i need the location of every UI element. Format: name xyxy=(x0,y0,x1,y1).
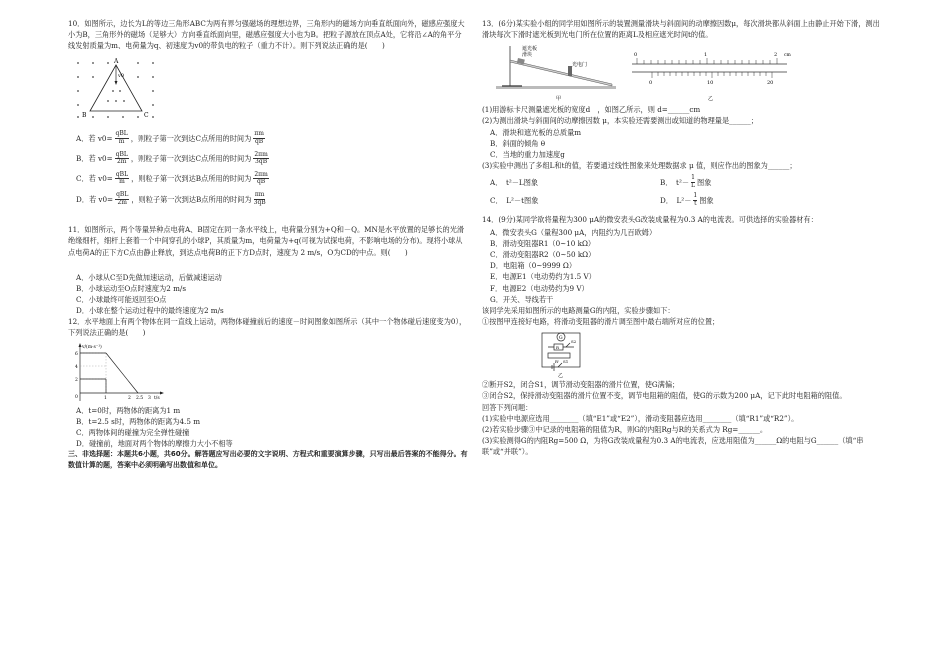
q14-item-a: A．微安表头G（量程300 μA，内阻约为几百欧姆） xyxy=(490,227,657,237)
q12-option-b[interactable]: B．t=2.5 s时，两物体的距离为4.5 m xyxy=(76,416,201,426)
q13-figures xyxy=(482,42,882,104)
svg-text:2.5: 2.5 xyxy=(136,395,144,401)
label-v0: v0 xyxy=(118,73,125,80)
q10-option-d[interactable]: D．若 v0= $\frac{\text{qBL}}{2m}$ ，则粒子第一次到达B点所用的时间为 $\frac{\pi m}{3qB}$ xyxy=(76,191,266,206)
caption-circuit: 乙 xyxy=(558,373,564,380)
label-a: A xyxy=(114,58,119,66)
q11-option-a[interactable]: A．小球从C至D先做加速运动，后做减速运动 xyxy=(76,272,222,282)
svg-text:2: 2 xyxy=(128,395,131,401)
q11-option-c[interactable]: C．小球最终可能返回至O点 xyxy=(76,295,167,304)
q11-stem: 11．如图所示，两个等量异种点电荷A、B固定在同一条水平线上，电荷量分别为+Q和－Q。MN是水平放置的足够长的光滑绝缘细杆，细杆上套着一个中间穿孔的小球P，其质量为m，电荷量为+q(可视为试探电荷，不影响电场的分布)。现将小球从点电荷A的正下方C点由静止释放，到达点电荷B的正下方D点时，速度为 2 m/s，O为CD的中点。则( ) xyxy=(68,225,465,257)
q10-figure xyxy=(68,53,468,125)
circuit-diagram xyxy=(482,327,882,379)
svg-text:0: 0 xyxy=(634,52,638,59)
q14-step-2: ②断开S2，闭合S1，调节滑动变阻器的滑片位置，使G满偏； xyxy=(482,380,680,390)
q14-circuit xyxy=(482,327,882,379)
svg-text:滑块: 滑块 xyxy=(522,52,533,59)
q10-option-c[interactable]: C．若 v0= $\frac{\text{qBL}}{m}$ ，则粒子第一次到达B点所用的时间为 $\frac{2\pi m}{qB}$ xyxy=(76,170,268,186)
q13-graph-option-a[interactable]: A． t²－L图象 xyxy=(490,177,539,187)
q13-item-3: (3)实验中测出了多组L和t的值，若要通过线性图象来处理数据求 μ 值，则应作出的图象为______； xyxy=(482,161,797,171)
graph-xlabel: t/s xyxy=(154,395,160,401)
svg-text:4: 4 xyxy=(75,364,78,370)
svg-text:遮光板: 遮光板 xyxy=(522,46,538,53)
svg-text:G: G xyxy=(559,336,563,342)
q13-option-c[interactable]: C．当地的重力加速度g xyxy=(490,149,565,159)
velocity-time-graph xyxy=(68,341,168,405)
q14-item-c: C．滑动变阻器R2（0~50 kΩ） xyxy=(490,250,596,260)
q13-stem: 13．(6分)某实验小组的同学用如图所示的装置测量滑块与斜面间的动摩擦因数μ，每次滑块都从斜面上由静止开始下滑，测出滑块每次下滑时遮光板到光电门所在位置的距离L及相应遮光时间t的值。 xyxy=(482,19,880,40)
svg-text:1: 1 xyxy=(704,52,708,59)
q12-option-c[interactable]: C．两物体间的碰撞为完全弹性碰撞 xyxy=(76,427,190,437)
left-column xyxy=(68,18,468,471)
q14-item-e: E．电源E1（电动势约为1.5 V） xyxy=(490,272,596,282)
q12-options xyxy=(68,405,468,450)
q13-item-1: (1)用游标卡尺测量遮光板的宽度d ，如图乙所示，则 d=______cm xyxy=(482,105,701,115)
label-b: B xyxy=(82,112,87,120)
q14-question-3: (3)实验测得G的内阻Rg=500 Ω，为将G改装成量程为0.3 A的电流表，应选用阻值为______Ω的电阻与G______（填“串联”或“并联”）。 xyxy=(482,435,864,457)
caption-yi: 乙 xyxy=(708,96,714,103)
q14-equipment-list xyxy=(482,227,882,305)
q14-steps-continued xyxy=(482,379,882,457)
q13-graph-options-row1 xyxy=(490,175,882,189)
q14-stem: 14．(9分)某同学欲将量程为300 μA的微安表头G改装成量程为0.3 A的电流表。可供选择的实验器材有： xyxy=(482,214,818,224)
svg-text:0: 0 xyxy=(75,394,78,400)
caption-jia: 甲 xyxy=(556,96,562,103)
svg-text:10: 10 xyxy=(707,80,714,87)
q11-option-d[interactable]: D．小球在整个运动过程中的最终速度为2 m/s xyxy=(76,306,224,316)
q10-option-a[interactable]: A．若 v0= $\frac{\text{qBL}}{m}$ ，则粒子第一次到达C点所用的时间为 $\frac{\pi m}{qB}$ xyxy=(76,130,264,146)
q13-graph-option-b[interactable]: B． t²－ $\frac{1}{L}$ 图象 xyxy=(660,174,712,189)
q13-option-b[interactable]: B．斜面的倾角 θ xyxy=(490,138,546,148)
q10-stem: 10．如图所示，边长为L的等边三角形ABC为两有界匀强磁场的理想边界，三角形内的磁场方向垂直纸面向外，磁感应强度大小为B，三角形外的磁场（足够大）方向垂直纸面向里，磁感应强度大小也为B。把粒子源放在顶点A处，它将沿∠A的角平分线发射质量为m、电荷量为q、初速度为v0的带负电的粒子（重力不计）。则下列说法正确的是( ) xyxy=(68,19,465,51)
q11-options xyxy=(68,272,468,317)
label-c: C xyxy=(144,112,149,120)
svg-text:0: 0 xyxy=(649,80,653,87)
q12-option-a[interactable]: A．t=0时，两物体的距离为1 m xyxy=(76,405,181,415)
q11-option-b[interactable]: B．小球运动至O点时速度为2 m/s xyxy=(76,283,187,293)
q12-graph xyxy=(68,341,468,405)
q13-option-a[interactable]: A．滑块和遮光板的总质量m xyxy=(490,127,582,137)
q14-step-1: ①按图甲连接好电路，将滑动变阻器的滑片调至图中最右端所对应的位置； xyxy=(482,317,720,327)
svg-text:1: 1 xyxy=(104,395,107,401)
svg-text:cm: cm xyxy=(784,53,791,59)
svg-text:S2: S2 xyxy=(571,339,577,345)
q14-item-b: B．滑动变阻器R1（0~10 kΩ） xyxy=(490,238,596,248)
svg-text:光电门: 光电门 xyxy=(572,62,588,69)
q14-step-3: ③闭合S2，保持滑动变阻器的滑片位置不变，调节电阻箱的阻值，使G的示数为200 μA，记下此时电阻箱的阻值。 xyxy=(482,391,847,401)
q14-question-2: (2)若实验步骤③中记录的电阻箱的阻值为R，则G的内阻Rg与R的关系式为 Rg=______。 xyxy=(482,424,768,434)
svg-text:3: 3 xyxy=(148,395,151,401)
q12-stem: 12．水平地面上有两个物体在同一直线上运动，两物体碰撞前后的速度－时间图象如图所示（其中一个物体碰后速度变为0），下列说法正确的是( ) xyxy=(68,317,467,338)
q13-apparatus-and-caliper xyxy=(482,42,882,104)
q13-graph-option-c[interactable]: C． L²－t图象 xyxy=(490,195,539,205)
q13-graph-option-d[interactable]: D． L²－ $\frac{1}{t}$ 图象 xyxy=(660,192,714,208)
section-three-heading: 三、非选择题：本题共6小题，共60分。解答题应写出必要的文字说明、方程式和重要演算步骤，只写出最后答案的不能得分。有数值计算的题，答案中必须明确写出数值和单位。 xyxy=(68,450,468,470)
q13-item-2: (2)为测出滑块与斜面间的动摩擦因数 μ，本实验还需要测出或知道的物理量是______； xyxy=(482,116,758,126)
svg-text:R: R xyxy=(556,345,560,351)
svg-text:S1: S1 xyxy=(563,359,569,365)
q13-items xyxy=(482,104,882,171)
q10-option-b[interactable]: B．若 v0= $\frac{\text{qBL}}{2m}$ ，则粒子第一次到达C点所用的时间为 $\frac{2\pi m}{3qB}$ xyxy=(76,150,268,166)
triangle-field-diagram xyxy=(68,53,178,125)
svg-text:6: 6 xyxy=(75,351,78,357)
q10-options xyxy=(68,131,468,206)
svg-text:2: 2 xyxy=(774,52,778,59)
q12-option-d[interactable]: D．碰撞前，地面对两个物体的摩擦力大小不相等 xyxy=(76,439,233,449)
svg-text:2: 2 xyxy=(75,377,78,383)
right-column xyxy=(482,18,882,457)
q14-answer-prompt: 回答下列问题： xyxy=(482,402,533,412)
q14-item-d: D．电阻箱（0~9999 Ω） xyxy=(490,261,577,271)
q14-question-1: (1)实验中电源应选用________（填“E1”或“E2”），滑动变阻器应选用________（填“R1”或“R2”）。 xyxy=(482,413,799,423)
q14-item-f: F．电源E2（电动势约为9 V） xyxy=(490,283,589,293)
q13-graph-options-row2 xyxy=(490,193,882,207)
svg-text:R': R' xyxy=(555,359,560,365)
svg-text:20: 20 xyxy=(767,80,774,87)
q14-step-intro: 该同学先采用如图所示的电路测量G的内阻，实验步骤如下： xyxy=(482,305,675,315)
graph-ylabel: v/(m·s⁻¹) xyxy=(82,344,102,350)
q14-item-g: G．开关、导线若干 xyxy=(490,294,554,304)
